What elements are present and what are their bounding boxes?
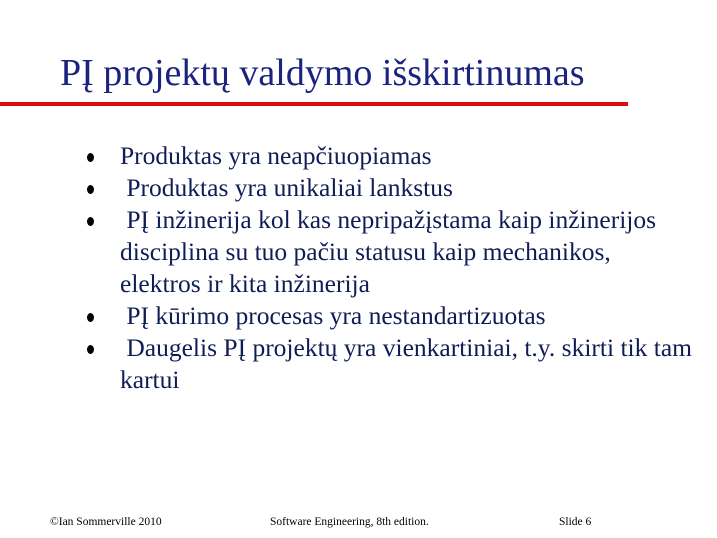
bullet-item <box>0 300 717 332</box>
footer-copyright: ©Ian Sommerville 2010 <box>50 516 162 528</box>
bullet-dot-icon <box>87 217 94 226</box>
bullet-text: Daugelis PĮ projektų yra vienkartiniai, t.y. skirti tik tam kartui <box>120 333 699 394</box>
bullet-list <box>0 140 717 396</box>
bullet-text: Produktas yra neapčiuopiamas <box>120 141 432 170</box>
footer-book-title: Software Engineering, 8th edition. <box>270 516 429 528</box>
bullet-text: PĮ inžinerija kol kas nepripažįstama kaip inžinerijos disciplina su tuo pačiu statusu kaip mechanikos, elektros ir kita inžinerija <box>120 205 663 298</box>
title-underline <box>0 102 628 106</box>
bullet-item <box>0 204 717 300</box>
bullet-dot-icon <box>87 185 94 194</box>
bullet-dot-icon <box>87 345 94 354</box>
bullet-text: PĮ kūrimo procesas yra nestandartizuotas <box>120 301 546 330</box>
bullet-dot-icon <box>87 313 94 322</box>
footer-slide-number: Slide 6 <box>559 516 592 528</box>
bullet-dot-icon <box>87 153 94 162</box>
bullet-item <box>0 140 717 172</box>
bullet-text: Produktas yra unikaliai lankstus <box>120 173 453 202</box>
bullet-item <box>0 332 717 396</box>
slide-title: PĮ projektų valdymo išskirtinumas <box>60 52 585 94</box>
bullet-item <box>0 172 717 204</box>
